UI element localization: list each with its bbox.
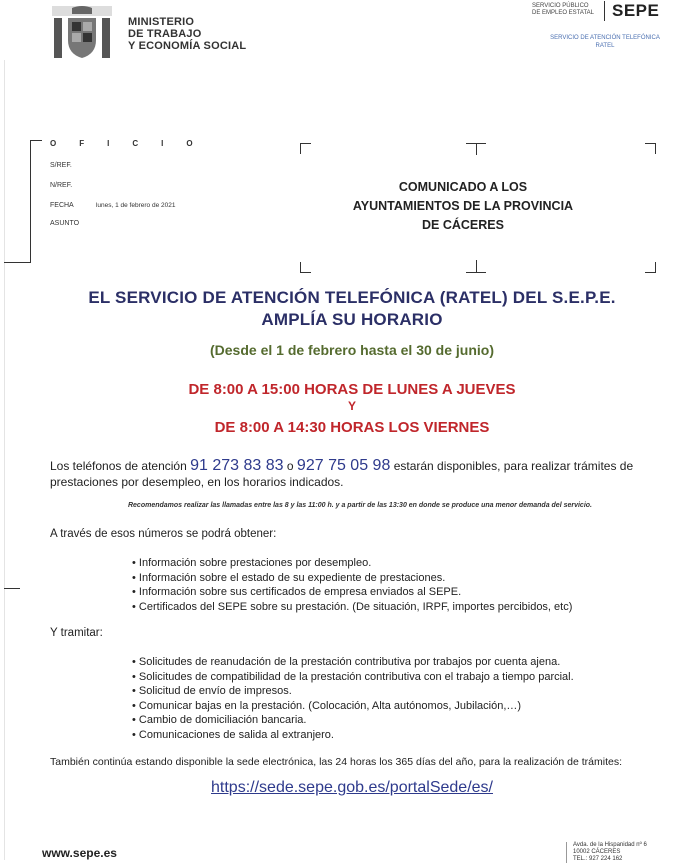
sref-label: S/REF. [50,162,72,169]
list-item: • Información sobre prestaciones por desempleo. [132,556,572,571]
list-item: • Comunicaciones de salida al extranjero. [132,728,574,743]
sepe-small-line: DE EMPLEO ESTATAL [532,10,595,16]
ministry-line: DE TRABAJO [128,28,202,40]
list-item: • Información sobre sus certificados de empresa enviados al SEPE. [132,585,572,600]
address-line: Avda. de la Hispanidad nº 6 [573,842,647,848]
obtain-heading: A través de esos números se podrá obtener: [50,528,277,540]
recipient-line: AYUNTAMIENTOS DE LA PROVINCIA [352,199,574,213]
ministry-line: Y ECONOMÍA SOCIAL [128,40,247,52]
document-title [40,287,664,331]
list-item: • Información sobre el estado de su expediente de prestaciones. [132,571,572,586]
coat-of-arms-icon [50,6,114,64]
list-item: • Solicitudes de compatibilidad de la prestación contributiva con el trabajo a tiempo parcial. [132,670,574,685]
sepe-service-line: RATEL [595,43,615,49]
recipient-line: DE CÁCERES [422,218,504,232]
list-item: • Cambio de domiciliación bancaria. [132,713,574,728]
sepe-small-line: SERVICIO PÚBLICO [532,3,589,9]
corner-mark [645,143,656,154]
sepe-logo: SEPE [612,1,660,20]
center-mark [476,143,477,155]
office-address [566,842,647,863]
ministry-line: MINISTERIO [128,16,195,28]
margin-tick [4,262,31,263]
center-mark [476,260,477,272]
address-line: TEL.: 927 224 162 [573,856,623,862]
phone-number-2[interactable]: 927 75 05 98 [296,457,391,474]
sepe-service-name [520,34,690,50]
corner-mark [300,143,311,154]
schedule-and: Y [347,399,356,413]
margin-tick [4,588,20,589]
sref-row [50,162,94,169]
list-item: • Comunicar bajas en la prestación. (Colocación, Alta autónomos, Jubilación,…) [132,699,574,714]
sede-link[interactable]: https://sede.sepe.gob.es/portalSede/es/ [211,779,493,796]
sepe-logo-block [532,0,682,22]
margin-line [4,60,5,860]
fecha-row [50,202,175,209]
asunto-row [50,220,94,227]
title-line: EL SERVICIO DE ATENCIÓN TELEFÓNICA (RATEL) DEL S.E.P.E. [88,288,616,307]
asunto-label: ASUNTO [50,220,80,227]
margin-bracket [30,140,31,262]
list-item: • Solicitudes de reanudación de la prestación contributiva por trabajos por cuenta ajena. [132,655,574,670]
procedures-list [132,655,574,742]
phone-number-1[interactable]: 91 273 83 83 [190,457,284,474]
phones-intro: Los teléfonos de atención [50,459,187,473]
recipient-block [318,178,608,235]
obtain-list [132,556,572,614]
sepe-service-line: SERVICIO DE ATENCIÓN TELEFÓNICA [550,35,660,41]
phones-rest: estarán disponibles, para realizar trámites de prestaciones por desempleo, en los horarios indicados. [50,459,634,489]
fecha-value: lunes, 1 de febrero de 2021 [95,202,176,209]
list-item: • Certificados del SEPE sobre su prestación. (De situación, IRPF, importes percibidos, etc) [132,600,572,615]
sepe-small-text [532,3,594,17]
schedule-weekdays: DE 8:00 A 15:00 HORAS DE LUNES A JUEVES [188,381,516,398]
oficio-label: OFICIO [50,139,216,148]
nref-label: N/REF. [50,182,73,189]
recipient-line: COMUNICADO A LOS [398,180,528,194]
date-range: (Desde el 1 de febrero hasta el 30 de junio) [210,342,494,358]
phones-paragraph [50,458,670,490]
website-link[interactable]: www.sepe.es [42,846,117,860]
procedures-heading: Y tramitar: [50,627,103,639]
corner-mark [300,262,311,273]
margin-tick [30,140,42,141]
center-mark [466,272,486,273]
recommendation-note: Recomendamos realizar las llamadas entre las 8 y las 11:00 h. y a partir de las 13:30 en donde se produce una menor demanda del servicio. [127,502,592,509]
sepe-divider [604,1,605,21]
fecha-label: FECHA [50,202,74,209]
nref-row [50,182,94,189]
address-line: 10002 CÁCERES [573,849,621,855]
title-line: AMPLÍA SU HORARIO [261,310,443,329]
ministry-name [128,16,246,52]
corner-mark [645,262,656,273]
list-item: • Solicitud de envío de impresos. [132,684,574,699]
online-text: También continúa estando disponible la sede electrónica, las 24 horas los 365 días del año, para la realización de trámites: [50,756,623,768]
phones-or: o [286,459,294,473]
schedule-friday: DE 8:00 A 14:30 HORAS LOS VIERNES [214,419,490,436]
